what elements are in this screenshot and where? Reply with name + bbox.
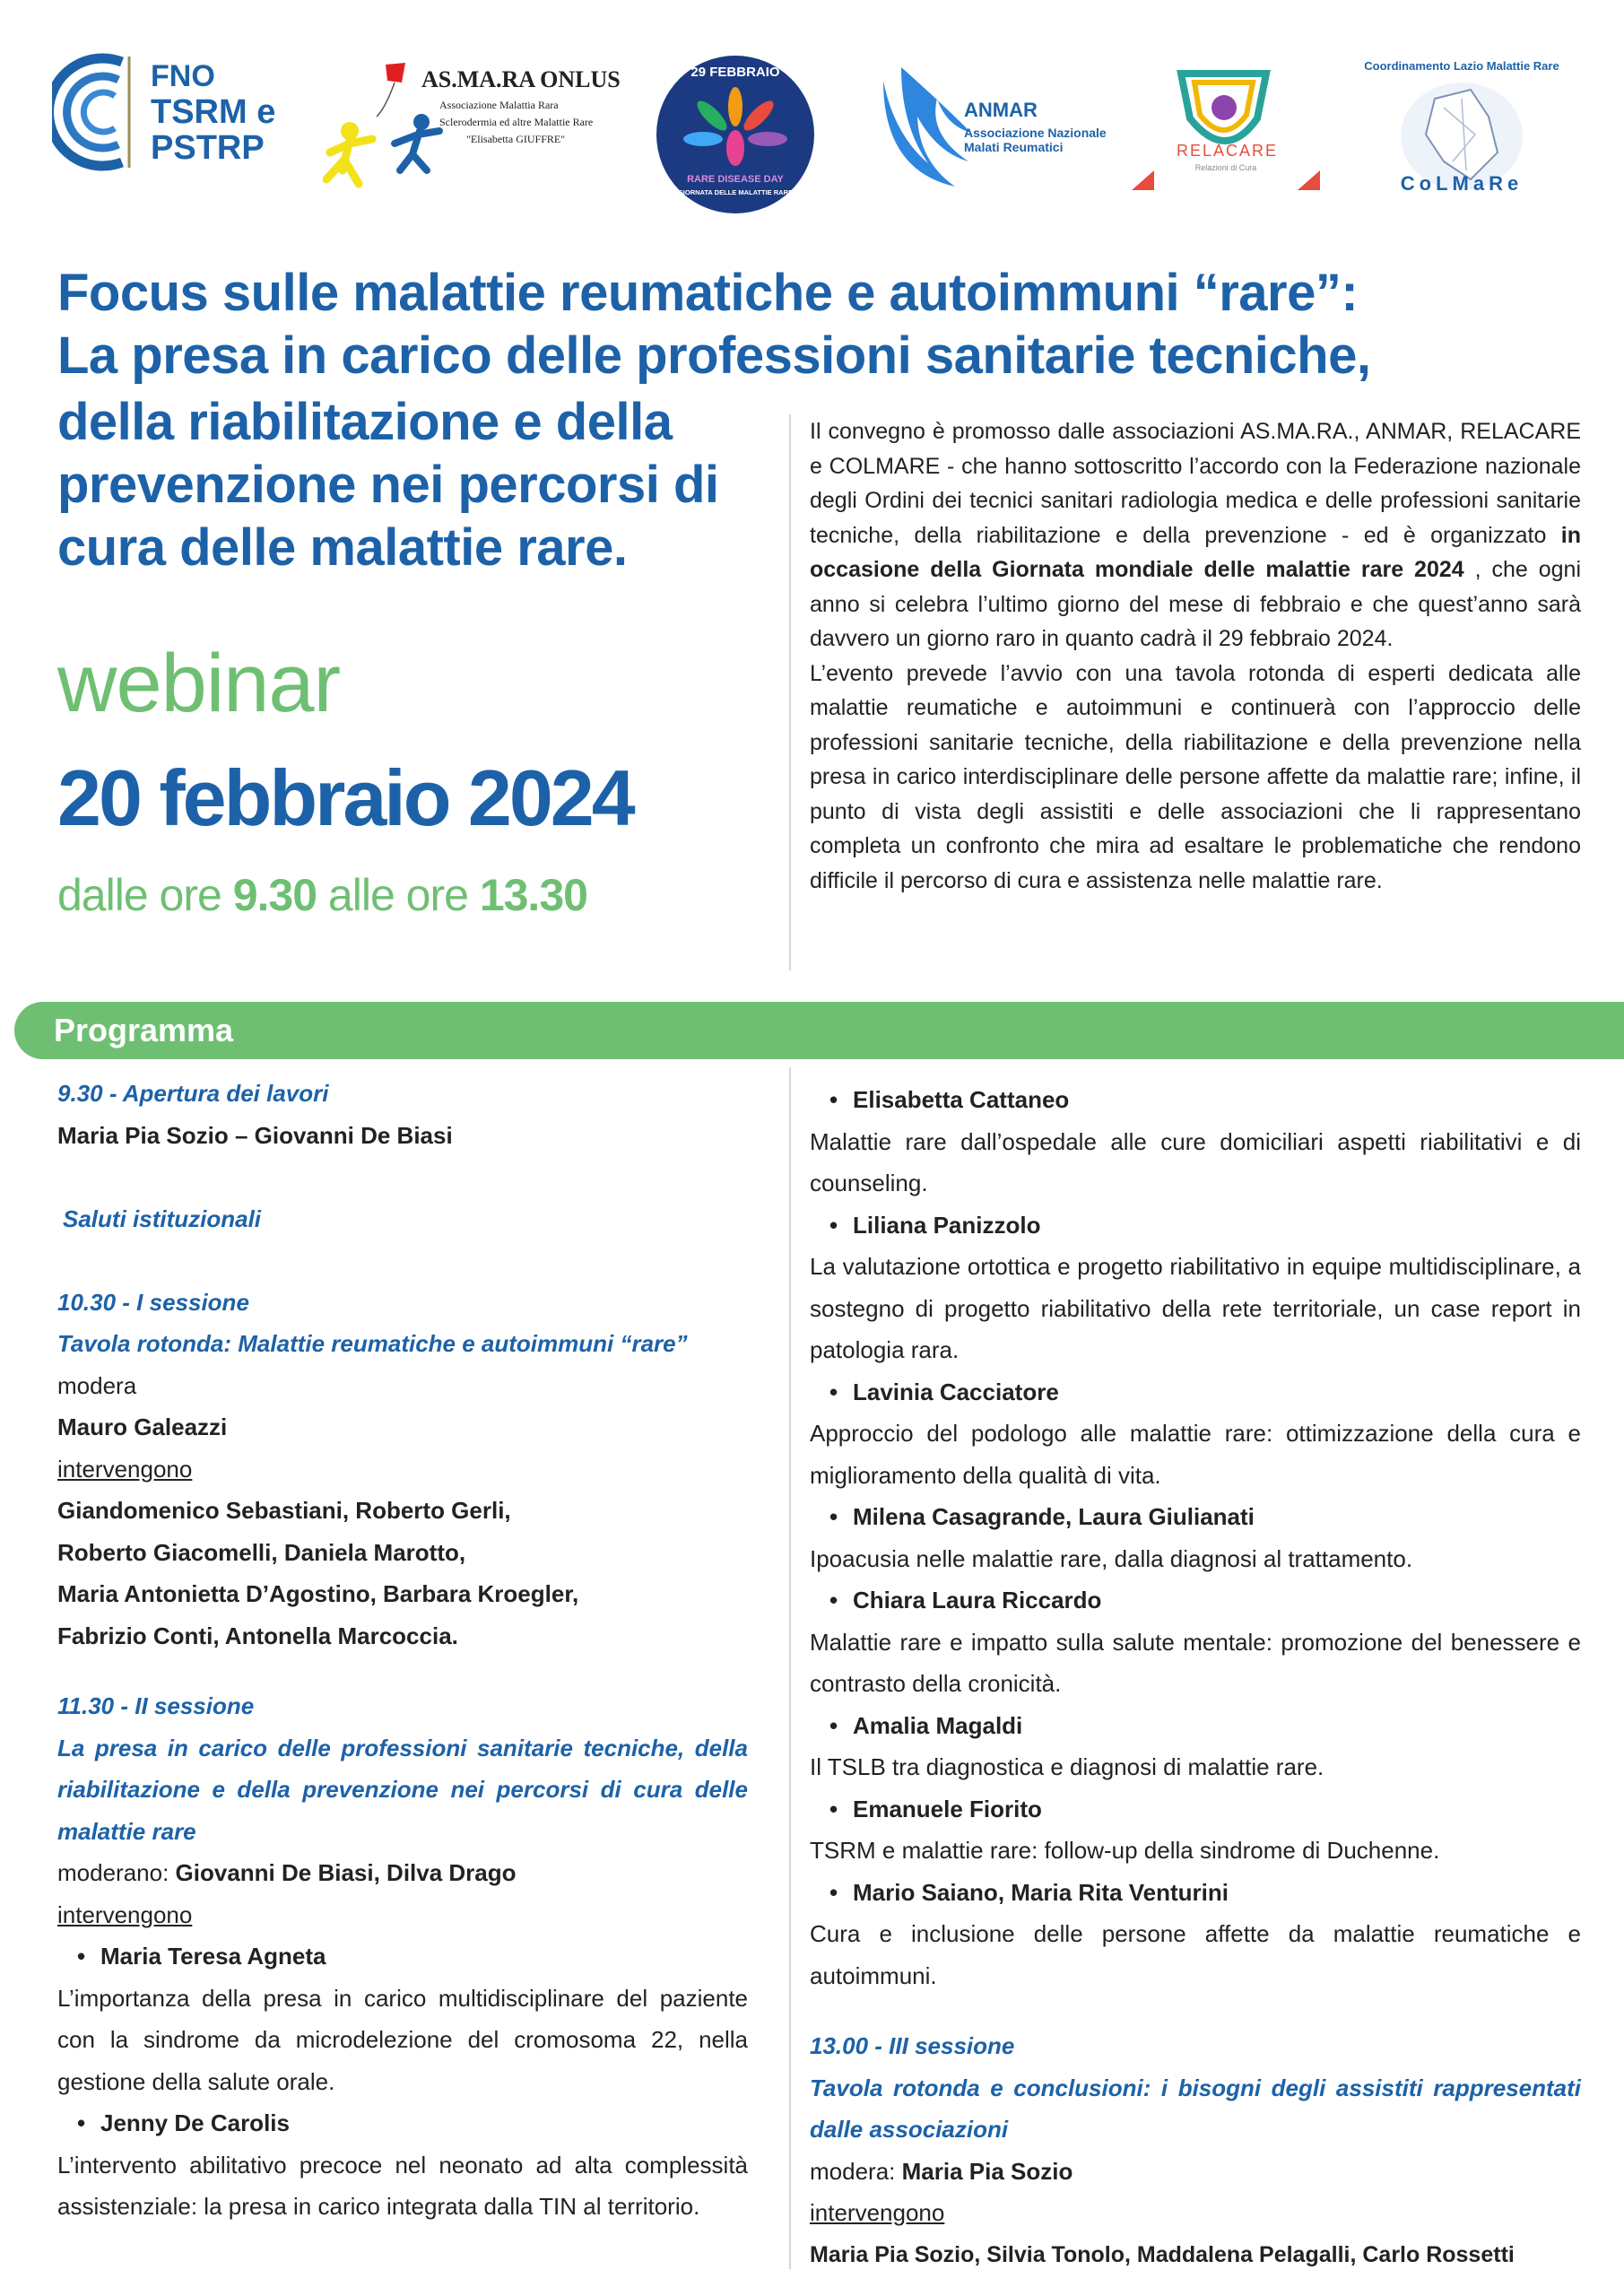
program-band bbox=[14, 1002, 1624, 1059]
asmara-title: AS.MA.RA ONLUS bbox=[421, 66, 621, 92]
session2-label: 11.30 - II sessione bbox=[57, 1692, 255, 1719]
hours-middle: alle ore bbox=[317, 870, 480, 920]
session1-label: 10.30 - I sessione bbox=[57, 1288, 249, 1316]
program-heading: Programma bbox=[54, 1012, 234, 1048]
session1-moderator-label: modera bbox=[57, 1371, 137, 1399]
intro-divider bbox=[789, 414, 791, 970]
hours-prefix: dalle ore bbox=[57, 870, 233, 920]
intro-paragraph-2: L’evento prevede l’avvio con una tavola rotonda di esperti dedicata alle malattie reumatiche e autoimmuni e continuerà con l’approccio delle professioni sanitarie tecniche, della riabilitazione e della prevenzione nella presa in carico interdisciplinare delle persone affette da malattie rare; infine, il punto di vista degli assistiti e delle associazioni che li rappresentano completa un confronto che mira ad esaltare le problematiche che rendono difficile il percorso di cura e assistenza nelle malattie rare. bbox=[810, 660, 1581, 893]
intro-p1-bold: in occasione della Giornata mondiale delle malattie rare 2024 bbox=[810, 522, 1581, 582]
talk-speaker: • Jenny De Carolis bbox=[57, 2102, 748, 2144]
title-line-3: della riabilitazione e della prevenzione nei percorsi di cura delle malattie rare. bbox=[57, 393, 719, 577]
event-type: webinar bbox=[57, 638, 341, 729]
session2-title: La presa in carico delle professioni sanitarie tecniche, della riabilitazione e della prevenzione nei percorsi di cura delle malattie rare bbox=[57, 1734, 748, 1845]
program-right-column bbox=[810, 1079, 1581, 2275]
fno-line2: TSRM e bbox=[151, 93, 276, 131]
rare-day-bottom: GIORNATA DELLE MALATTIE RARE bbox=[677, 188, 794, 196]
session1-title: Tavola rotonda: Malattie reumatiche e autoimmuni “rare” bbox=[57, 1330, 688, 1357]
rare-day-top: 29 FEBBRAIO bbox=[690, 65, 780, 80]
session3-title: Tavola rotonda e conclusioni: i bisogni degli assistiti rappresentati dalle associazioni bbox=[810, 2074, 1581, 2143]
talk-topic: TSRM e malattie rare: follow-up della sindrome di Duchenne. bbox=[810, 1837, 1440, 1864]
intro-paragraph-1 bbox=[810, 414, 1581, 657]
opening-people: Maria Pia Sozio – Giovanni De Biasi bbox=[57, 1121, 453, 1149]
hours-end: 13.30 bbox=[479, 870, 587, 920]
talk-topic: La valutazione ortottica e progetto riabilitativo in equipe multidisciplinare, a sostegno di progetto riabilitativo della rete territoriale, un case report in patologia rara. bbox=[810, 1253, 1581, 1363]
talk-speaker: • Maria Teresa Agneta bbox=[57, 1935, 748, 1978]
event-date: 20 febbraio 2024 bbox=[57, 753, 633, 842]
talk-topic: Malattie rare e impatto sulla salute mentale: promozione del benessere e contrasto della cronicità. bbox=[810, 1628, 1581, 1697]
talk-speaker: • Elisabetta Cattaneo bbox=[810, 1079, 1581, 1121]
talk-topic: L’importanza della presa in carico multidisciplinare del paziente con la sindrome da microdelezione del cromosoma 22, nella gestione della salute orale. bbox=[57, 1984, 748, 2095]
rare-day-mid: RARE DISEASE DAY bbox=[687, 174, 784, 185]
talk-topic: Malattie rare dall’ospedale alle cure domiciliari aspetti riabilitativi e di counseling. bbox=[810, 1127, 1581, 1196]
fno-arcs-icon bbox=[52, 49, 142, 175]
session3-speakers-label: intervengono bbox=[810, 2199, 945, 2226]
greetings-label: Saluti istituzionali bbox=[63, 1205, 262, 1232]
session3-moderator bbox=[810, 2151, 1581, 2193]
talk-speaker: • Mario Saiano, Maria Rita Venturini bbox=[810, 1872, 1581, 1914]
talk-speaker: • Lavinia Cacciatore bbox=[810, 1371, 1581, 1413]
anmar-sub2: Malati Reumatici bbox=[964, 140, 1064, 154]
title-line-2: La presa in carico delle professioni sanitarie tecniche, bbox=[57, 326, 1371, 385]
session3-moderator-label: modera: bbox=[810, 2157, 902, 2185]
intro-p1c: , che ogni anno si celebra l’ultimo giorno del mese di febbraio e che quest’anno sarà davvero un giorno raro in quanto cadrà il 29 febbraio 2024. bbox=[810, 557, 1581, 651]
intro-p1a: Il convegno è promosso dalle associazioni AS.MA.RA., ANMAR, RELACARE e COLMARE - che hanno sottoscritto l’accordo con la Federazione nazionale degli Ordini dei tecnici sanitari radiologia medica e delle professioni sanitarie tecniche, della riabilitazione e della prevenzione - ed è organizzato bbox=[810, 419, 1581, 548]
session1-speakers-3: Maria Antonietta D’Agostino, Barbara Kroegler, bbox=[57, 1580, 579, 1607]
asmara-sub3: "Elisabetta GIUFFRE" bbox=[466, 133, 566, 145]
fno-line3: PSTRP bbox=[151, 129, 265, 167]
colmare-arc-text: Coordinamento Lazio Malattie Rare bbox=[1364, 59, 1559, 73]
asmara-sub2: Sclerodermia ed altre Malattie Rare bbox=[439, 116, 594, 128]
session3-label: 13.00 - III sessione bbox=[810, 2032, 1015, 2059]
session2-speakers-label: intervengono bbox=[57, 1900, 193, 1928]
session1-speakers-4: Fabrizio Conti, Antonella Marcoccia. bbox=[57, 1622, 458, 1649]
talk-speaker: • Amalia Magaldi bbox=[810, 1705, 1581, 1747]
anmar-title: ANMAR bbox=[964, 99, 1038, 121]
logo-fno-tsrm-pstrp bbox=[52, 45, 294, 179]
talk-speaker: • Liliana Panizzolo bbox=[810, 1205, 1581, 1247]
talk-topic: Il TSLB tra diagnostica e diagnosi di malattie rare. bbox=[810, 1753, 1324, 1780]
program-left-column bbox=[57, 1073, 748, 2228]
session1-speakers-1: Giandomenico Sebastiani, Roberto Gerli, bbox=[57, 1497, 511, 1524]
talk-speaker: • Emanuele Fiorito bbox=[810, 1788, 1581, 1831]
session1-moderator: Mauro Galeazzi bbox=[57, 1413, 228, 1440]
fno-line1: FNO bbox=[151, 59, 215, 93]
relacare-icon bbox=[1132, 56, 1320, 199]
asmara-sub1: Associazione Malattia Rara bbox=[439, 99, 559, 111]
hours-start: 9.30 bbox=[232, 870, 317, 920]
session1-speakers-label: intervengono bbox=[57, 1455, 193, 1483]
title-line-1: Focus sulle malattie reumatiche e autoimmuni “rare”: bbox=[57, 264, 1359, 322]
session2-moderators-label: moderano: bbox=[57, 1859, 176, 1886]
talk-topic: Ipoacusia nelle malattie rare, dalla diagnosi al trattamento. bbox=[810, 1544, 1413, 1572]
talk-speaker: • Milena Casagrande, Laura Giulianati bbox=[810, 1496, 1581, 1538]
talk-speaker: • Chiara Laura Riccardo bbox=[810, 1579, 1581, 1622]
session1-speakers-2: Roberto Giacomelli, Daniela Marotto, bbox=[57, 1538, 466, 1566]
talk-topic: L’intervento abilitativo precoce nel neonato ad alta complessità assistenziale: la presa in carico integrata dalla TIN al territorio. bbox=[57, 2151, 748, 2220]
session3-speakers: Maria Pia Sozio, Silvia Tonolo, Maddalena Pelagalli, Carlo Rossetti bbox=[810, 2241, 1515, 2267]
session2-moderators bbox=[57, 1852, 748, 1894]
intro-text bbox=[810, 414, 1581, 898]
logo-rare-disease-day bbox=[655, 54, 816, 215]
anmar-sub1: Associazione Nazionale bbox=[964, 126, 1107, 140]
logo-colmare bbox=[1363, 54, 1560, 206]
colmare-name: CoLMaRe bbox=[1400, 172, 1524, 195]
logo-asmara bbox=[323, 54, 619, 197]
program-column-divider bbox=[789, 1067, 791, 2269]
talk-topic: Approccio del podologo alle malattie rare: ottimizzazione della cura e miglioramento della qualità di vita. bbox=[810, 1420, 1581, 1489]
session2-moderators-names: Giovanni De Biasi, Dilva Drago bbox=[175, 1859, 517, 1886]
anmar-wave-icon bbox=[874, 63, 973, 197]
relacare-title: RELACARE bbox=[1177, 142, 1279, 160]
logo-relacare bbox=[1132, 56, 1320, 199]
opening-label: 9.30 - Apertura dei lavori bbox=[57, 1080, 329, 1107]
relacare-sub: Relazioni di Cura bbox=[1194, 163, 1257, 172]
event-hours bbox=[57, 868, 587, 922]
session3-moderator-name: Maria Pia Sozio bbox=[901, 2157, 1073, 2185]
talk-topic: Cura e inclusione delle persone affette da malattie reumatiche e autoimmuni. bbox=[810, 1920, 1581, 1989]
logo-anmar bbox=[874, 63, 1143, 197]
